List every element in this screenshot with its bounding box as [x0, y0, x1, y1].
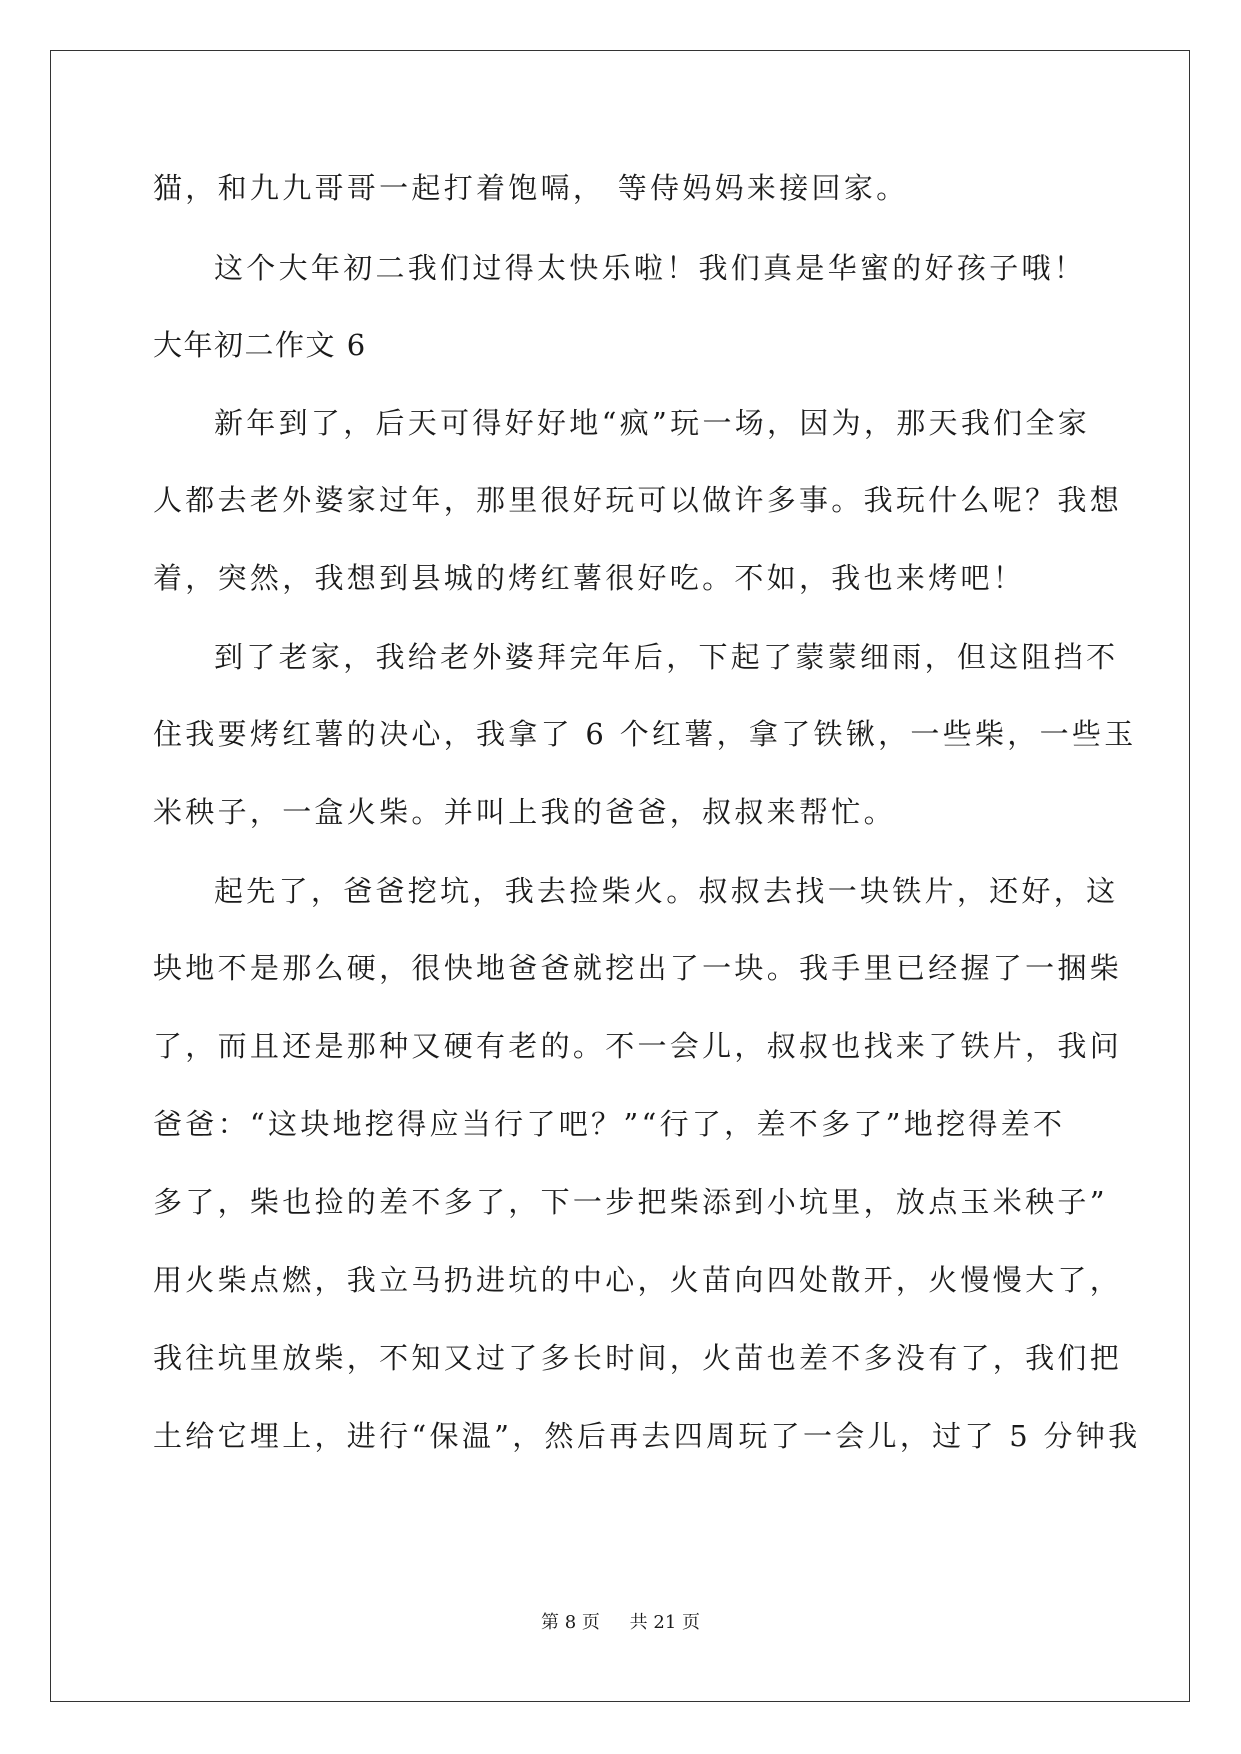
text-line: 爸爸：“这块地挖得应当行了吧？”“行了，差不多了”地挖得差不	[153, 1107, 1066, 1141]
text-line: 到了老家，我给老外婆拜完年后，下起了蒙蒙细雨，但这阻挡不	[214, 640, 1119, 674]
text-line: 住我要烤红薯的决心，我拿了 6 个红薯，拿了铁锹，一些柴，一些玉	[153, 717, 1137, 751]
page-footer	[0, 1608, 1241, 1634]
text-line: 用火柴点燃，我立马扔进坑的中心，火苗向四处散开，火慢慢大了，	[153, 1263, 1123, 1297]
text-line: 这个大年初二我们过得太快乐啦！我们真是华蜜的好孩子哦！	[214, 251, 1087, 285]
text-line: 我往坑里放柴，不知又过了多长时间，火苗也差不多没有了，我们把	[153, 1341, 1123, 1375]
text-line: 多了，柴也捡的差不多了，下一步把柴添到小坑里，放点玉米秧子”	[153, 1185, 1108, 1219]
section-heading: 大年初二作文 6	[153, 328, 367, 362]
text-line: 土给它埋上，进行“保温”，然后再去四周玩了一会儿，过了 5 分钟我	[153, 1419, 1141, 1453]
text-line: 了，而且还是那种又硬有老的。不一会儿，叔叔也找来了铁片，我问	[153, 1029, 1123, 1063]
text-line: 着，突然，我想到县城的烤红薯很好吃。不如，我也来烤吧！	[153, 561, 1026, 595]
text-line: 猫，和九九哥哥一起打着饱嗝， 等侍妈妈来接回家。	[153, 171, 909, 205]
text-line: 起先了，爸爸挖坑，我去捡柴火。叔叔去找一块铁片，还好，这	[214, 874, 1119, 908]
text-line: 人都去老外婆家过年，那里很好玩可以做许多事。我玩什么呢？我想	[153, 483, 1123, 517]
text-line: 米秧子，一盒火柴。并叫上我的爸爸，叔叔来帮忙。	[153, 795, 896, 829]
text-line: 新年到了，后天可得好好地“疯”玩一场，因为，那天我们全家	[214, 406, 1091, 440]
page-total: 共 21 页	[629, 1612, 700, 1633]
text-line: 块地不是那么硬，很快地爸爸就挖出了一块。我手里已经握了一捆柴	[153, 951, 1123, 985]
page-number: 第 8 页	[541, 1612, 600, 1633]
